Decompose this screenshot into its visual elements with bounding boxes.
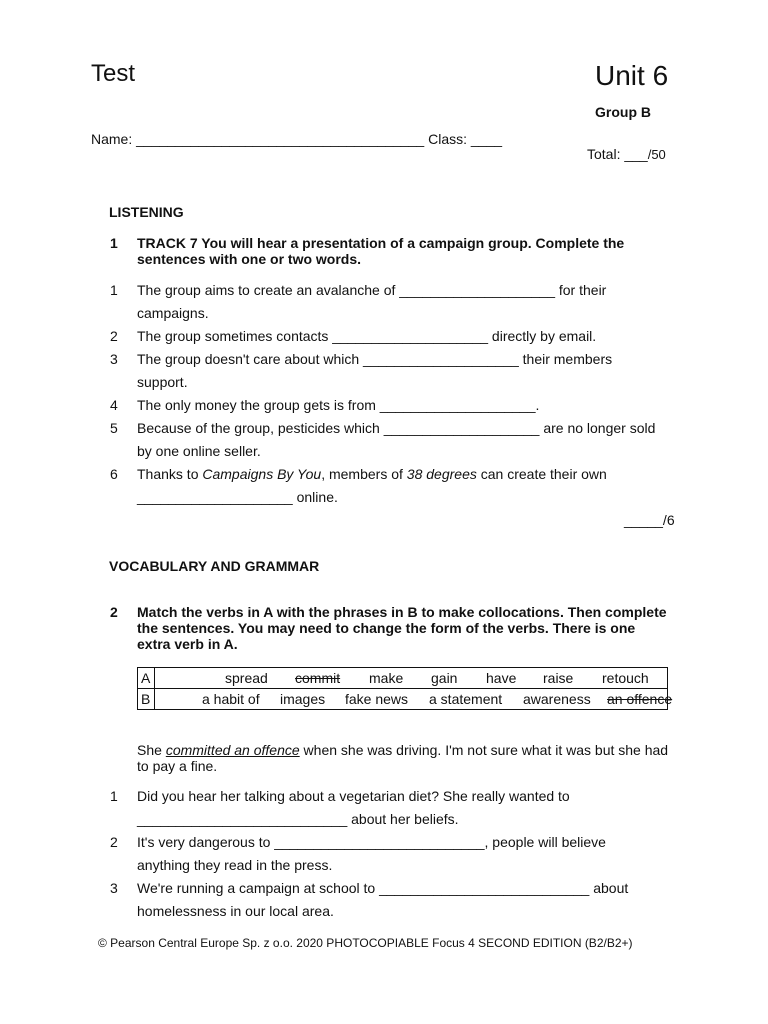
list-item: by one online seller. [137, 443, 261, 459]
row-b [138, 689, 668, 710]
listening-heading: LISTENING [109, 204, 184, 220]
phrase-word: awareness [523, 691, 591, 707]
list-item: Thanks to Campaigns By You, members of 38 degrees can create their own [137, 466, 607, 482]
verb-word: gain [431, 670, 458, 686]
phrase-word-crossed: an offence [607, 691, 673, 707]
copyright-footer: © Pearson Central Europe Sp. z o.o. 2020 PHOTOCOPIABLE Focus 4 SECOND EDITION (B2/B2+) [98, 936, 633, 950]
list-item: support. [137, 374, 188, 390]
item-number: 2 [110, 328, 118, 344]
list-item: campaigns. [137, 305, 209, 321]
task-instruction: extra verb in A. [137, 636, 238, 652]
test-title: Test [91, 60, 136, 87]
list-item: The group sometimes contacts ____________________ directly by email. [137, 328, 597, 344]
phrase-word: images [280, 691, 326, 707]
row-a [138, 668, 668, 689]
task-instruction: the sentences. You may need to change the form of the verbs. There is one [137, 620, 636, 636]
phrase-word: a habit of [202, 691, 260, 707]
phrase-word: a statement [429, 691, 503, 707]
unit-title: Unit 6 [595, 60, 669, 91]
item-number: 2 [110, 834, 118, 850]
example-sentence: She committed an offence when she was driving. I'm not sure what it was but she had [137, 742, 669, 758]
task-number: 2 [110, 604, 118, 620]
list-item: The only money the group gets is from ____________________. [137, 397, 540, 413]
list-item: The group aims to create an avalanche of ____________________ for their [137, 282, 607, 298]
row-label: A [138, 668, 155, 689]
group-label: Group B [595, 104, 651, 120]
item-number: 3 [110, 351, 118, 367]
verb-word: raise [543, 670, 574, 686]
list-item: Because of the group, pesticides which ____________________ are no longer sold [137, 420, 656, 436]
item-number: 5 [110, 420, 118, 436]
list-item: ____________________ online. [137, 489, 338, 505]
section-score: _____/6 [624, 512, 675, 528]
row-label: B [138, 689, 155, 710]
verb-word: retouch [602, 670, 649, 686]
list-item: We're running a campaign at school to ___________________________ about [137, 880, 629, 896]
list-item: anything they read in the press. [137, 857, 333, 873]
verb-word: have [486, 670, 517, 686]
name-class-line: Name: _____________________________________ Class: ____ [91, 131, 503, 147]
task-instruction: TRACK 7 You will hear a presentation of a campaign group. Complete the [137, 235, 625, 251]
list-item: homelessness in our local area. [137, 903, 334, 919]
verb-word-crossed: commit [295, 670, 341, 686]
item-number: 1 [110, 282, 118, 298]
collocations-table [137, 667, 673, 710]
vocab-heading: VOCABULARY AND GRAMMAR [109, 558, 320, 574]
verb-word: spread [225, 670, 268, 686]
phrase-word: fake news [345, 691, 409, 707]
verb-word: make [369, 670, 404, 686]
item-number: 6 [110, 466, 118, 482]
list-item: Did you hear her talking about a vegetarian diet? She really wanted to [137, 788, 570, 804]
total-score: Total: ___/50 [587, 146, 666, 162]
task-instruction: sentences with one or two words. [137, 251, 362, 267]
item-number: 1 [110, 788, 118, 804]
task-instruction: Match the verbs in A with the phrases in B to make collocations. Then complete [137, 604, 667, 620]
example-sentence: to pay a fine. [137, 758, 218, 774]
list-item: The group doesn't care about which ____________________ their members [137, 351, 613, 367]
task-number: 1 [110, 235, 118, 251]
item-number: 4 [110, 397, 118, 413]
item-number: 3 [110, 880, 118, 896]
list-item: ___________________________ about her beliefs. [137, 811, 459, 827]
list-item: It's very dangerous to ___________________________, people will believe [137, 834, 606, 850]
